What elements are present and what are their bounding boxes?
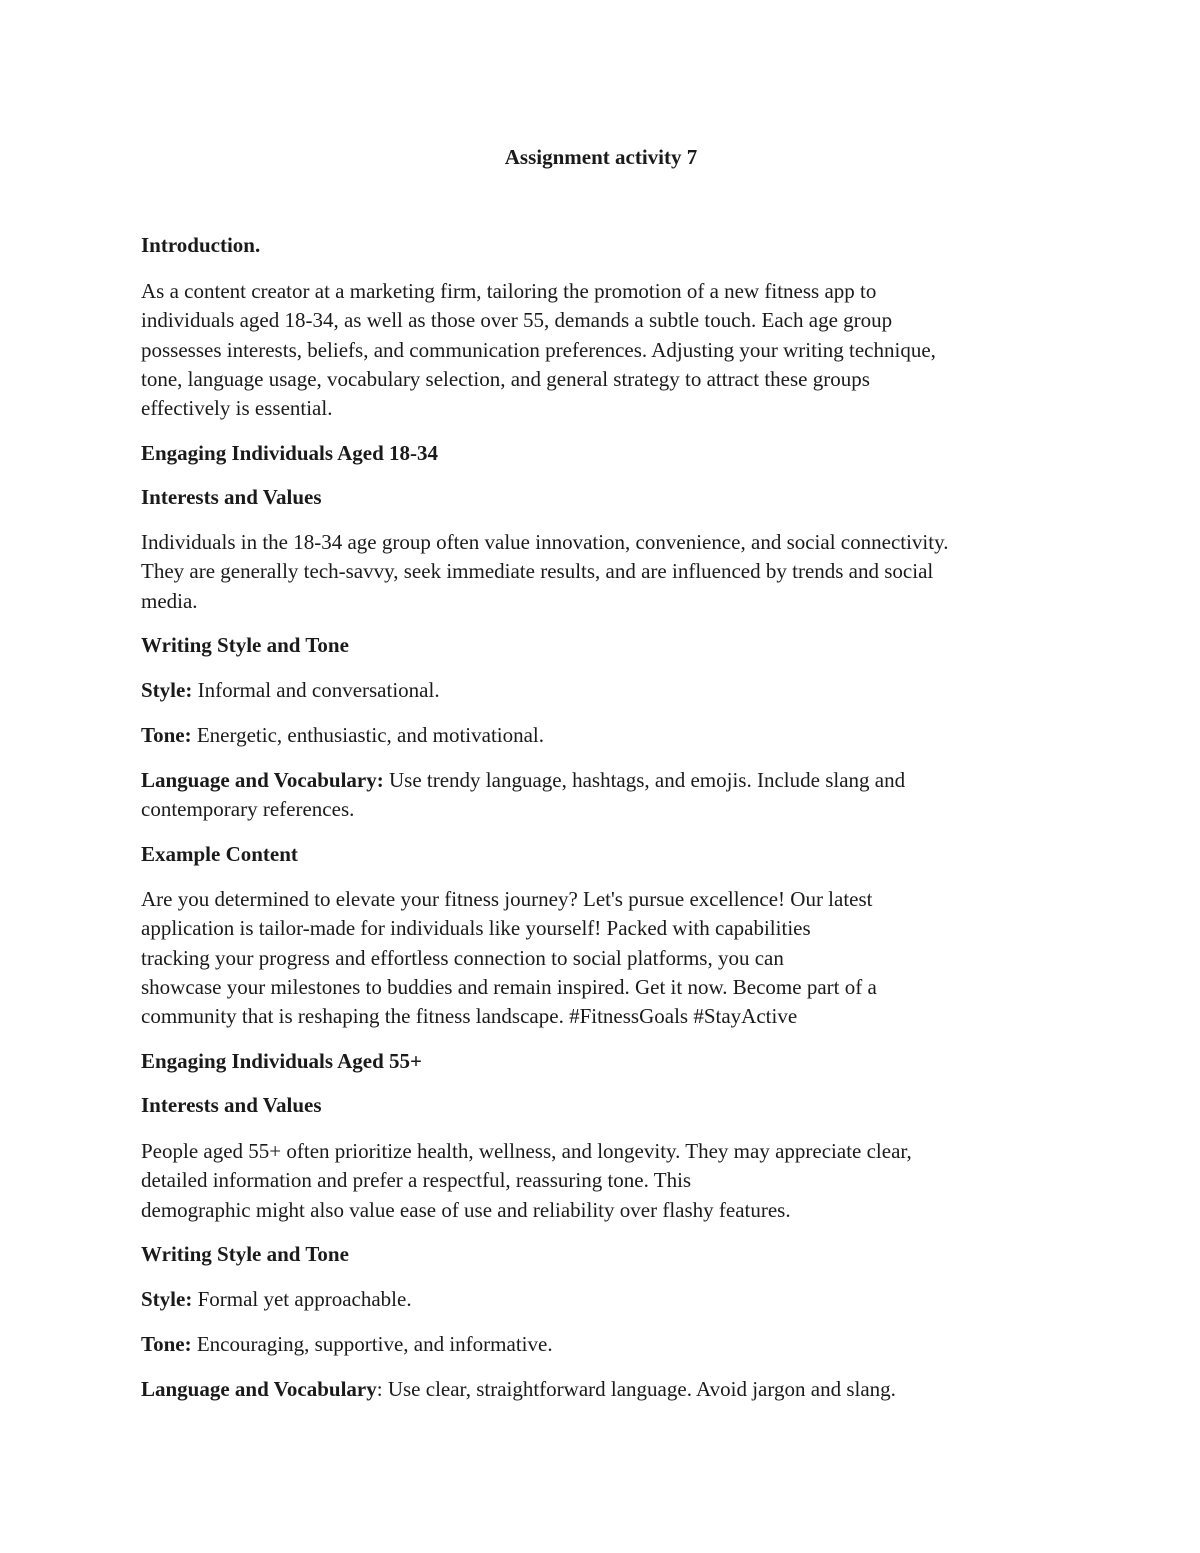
young-style-label: Style: [141, 678, 193, 702]
young-style-line [141, 676, 1061, 705]
older-tone-line [141, 1330, 1061, 1359]
young-tone-label: Tone: [141, 723, 192, 747]
young-interests-heading: Interests and Values [141, 485, 322, 509]
document-title: Assignment activity 7 [504, 145, 698, 169]
young-example-line: tracking your progress and effortless connection to social platforms, you can [141, 945, 784, 970]
older-interests-paragraph [141, 1137, 1061, 1225]
older-tone-text: Encouraging, supportive, and informative. [191, 1332, 553, 1356]
older-interests-heading: Interests and Values [141, 1093, 322, 1117]
older-language-line [141, 1375, 1061, 1404]
intro-line: tone, language usage, vocabulary selection, and general strategy to attract these groups [141, 366, 870, 391]
young-example-line: application is tailor-made for individuals like yourself! Packed with capabilities [141, 916, 811, 941]
young-example-line: community that is reshaping the fitness landscape. #FitnessGoals #StayActive [141, 1004, 798, 1029]
intro-line: effectively is essential. [141, 396, 333, 421]
young-interests-line: media. [141, 588, 198, 613]
intro-line: possesses interests, beliefs, and communication preferences. Adjusting your writing technique, [141, 337, 936, 362]
intro-line: individuals aged 18-34, as well as those over 55, demands a subtle touch. Each age group [141, 308, 893, 333]
young-section-heading: Engaging Individuals Aged 18-34 [141, 441, 439, 465]
young-style-heading: Writing Style and Tone [141, 633, 349, 657]
young-language-text: contemporary references. [141, 797, 355, 822]
intro-paragraph [141, 277, 1061, 423]
young-language-paragraph [141, 766, 1061, 825]
young-interests-paragraph [141, 528, 1061, 616]
young-tone-text: Energetic, enthusiastic, and motivational. [191, 723, 545, 747]
intro-line: As a content creator at a marketing firm, tailoring the promotion of a new fitness app to [141, 279, 877, 303]
young-interests-line: They are generally tech-savvy, seek immediate results, and are influenced by trends and social [141, 559, 934, 584]
young-interests-line: Individuals in the 18-34 age group often value innovation, convenience, and social connectivity. [141, 530, 949, 554]
older-tone-label: Tone: [141, 1332, 192, 1356]
older-interests-line: detailed information and prefer a respectful, reassuring tone. This [141, 1168, 692, 1193]
young-example-paragraph [141, 885, 1061, 1031]
young-language-text: Use trendy language, hashtags, and emojis. Include slang and [383, 768, 906, 792]
older-language-text: : Use clear, straightforward language. Avoid jargon and slang. [376, 1377, 896, 1401]
older-style-line [141, 1285, 1061, 1314]
older-style-heading: Writing Style and Tone [141, 1242, 349, 1266]
intro-heading: Introduction. [141, 233, 261, 257]
older-interests-line: demographic might also value ease of use and reliability over flashy features. [141, 1197, 791, 1222]
older-section-heading: Engaging Individuals Aged 55+ [141, 1049, 422, 1073]
older-interests-line: People aged 55+ often prioritize health, wellness, and longevity. They may appreciate clear, [141, 1139, 912, 1163]
young-style-text: Informal and conversational. [192, 678, 440, 702]
young-language-label: Language and Vocabulary: [141, 768, 384, 792]
young-example-line: Are you determined to elevate your fitness journey? Let's pursue excellence! Our latest [141, 887, 873, 911]
young-tone-line [141, 721, 1061, 750]
older-style-text: Formal yet approachable. [192, 1287, 412, 1311]
older-language-label: Language and Vocabulary [141, 1377, 377, 1401]
older-style-label: Style: [141, 1287, 193, 1311]
young-example-line: showcase your milestones to buddies and remain inspired. Get it now. Become part of a [141, 974, 877, 999]
young-example-heading: Example Content [141, 842, 298, 866]
